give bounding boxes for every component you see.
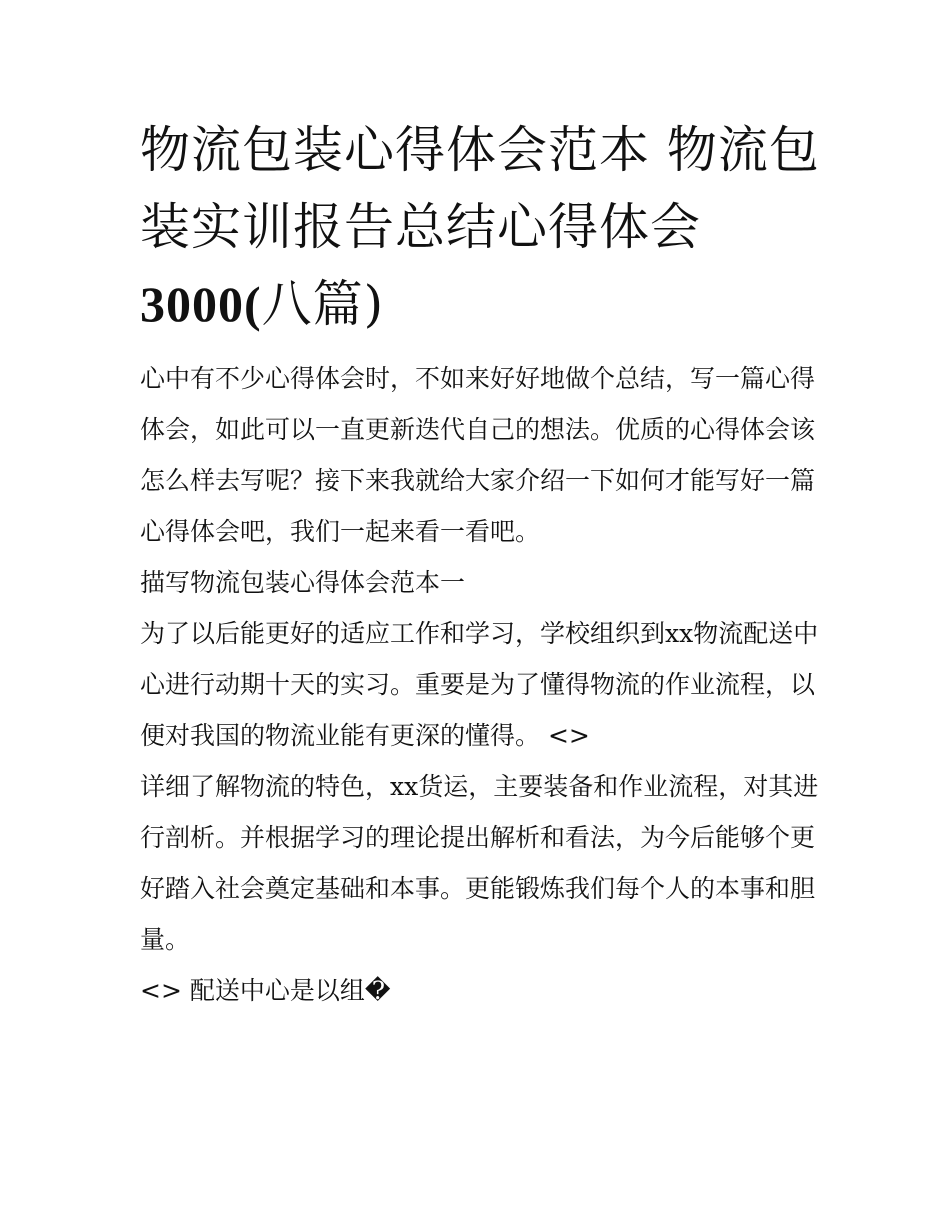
- document-title-tail: 八篇): [261, 275, 385, 333]
- body-paragraph-truncated: <> 配送中心是以组�: [140, 976, 391, 1005]
- document-title: [140, 112, 820, 343]
- document-title-text: 物流包装心得体会范本 物流包装实训报告总结心得体会: [140, 121, 820, 256]
- body-paragraph: 为了以后能更好的适应工作和学习，学校组织到xx物流配送中心进行动期十天的实习。重要是为了懂得物流的作业流程，以便对我国的物流业能有更深的懂得。 <>: [140, 619, 819, 750]
- section-heading: 描写物流包装心得体会范本一: [140, 568, 466, 597]
- document-body: [140, 353, 820, 1016]
- document-title-number: 3000(: [140, 276, 262, 332]
- intro-paragraph: 心中有不少心得体会时，不如来好好地做个总结，写一篇心得体会，如此可以一直更新迭代自己的想法。优质的心得体会该怎么样去写呢？接下来我就给大家介绍一下如何才能写好一篇心得体会吧，我们一起来看一看吧。: [140, 364, 816, 546]
- body-paragraph: 详细了解物流的特色，xx货运，主要装备和作业流程，对其进行剖析。并根据学习的理论提出解析和看法，为今后能够个更好踏入社会奠定基础和本事。更能锻炼我们每个人的本事和胆量。: [140, 772, 819, 954]
